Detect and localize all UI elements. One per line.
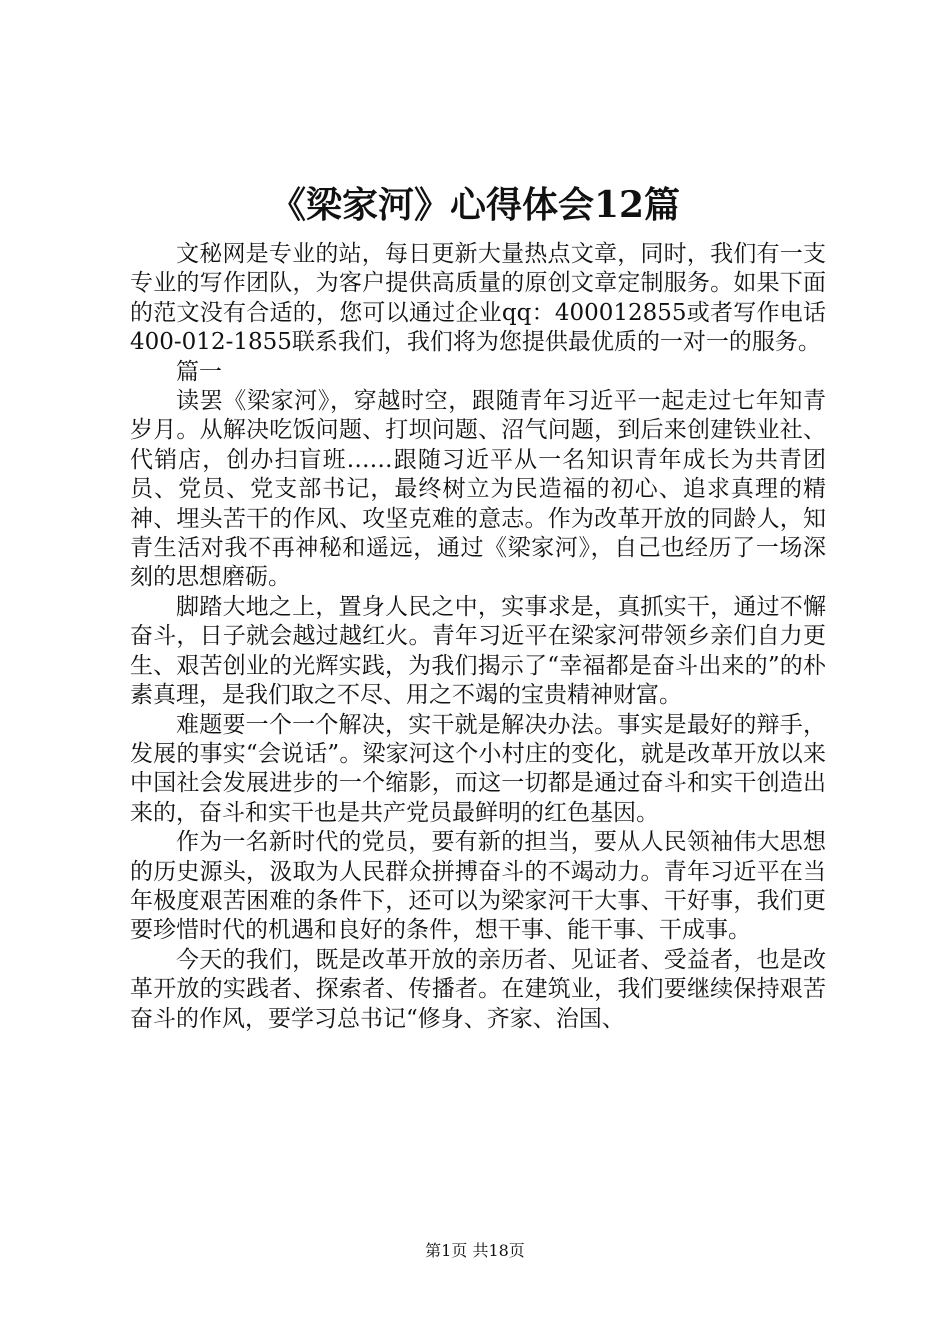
body-paragraph: 今天的我们，既是改革开放的亲历者、见证者、受益者，也是改革开放的实践者、探索者、传播者。在建筑业，我们要继续保持艰苦奋斗的作风，要学习总书记“修身、齐家、治国、 [130,946,826,1032]
body-paragraph: 脚踏大地之上，置身人民之中，实事求是，真抓实干，通过不懈奋斗，日子就会越过越红火。青年习近平在梁家河带领乡亲们自力更生、艰苦创业的光辉实践，为我们揭示了“幸福都是奋斗出来的”的朴素真理，是我们取之不尽、用之不竭的宝贵精神财富。 [130,593,826,709]
page-title: 《梁家河》心得体会12篇 [269,184,681,226]
body-paragraph: 难题要一个一个解决，实干就是解决办法。事实是最好的辩手，发展的事实“会说话”。梁家河这个小村庄的变化，就是改革开放以来中国社会发展进步的一个缩影，而这一切都是通过奋斗和实干创造出来的，奋斗和实干也是共产党员最鲜明的红色基因。 [130,711,826,826]
document-body [130,240,826,1034]
intro-paragraph: 文秘网是专业的站，每日更新大量热点文章，同时，我们有一支专业的写作团队，为客户提供高质量的原创文章定制服务。如果下面的范文没有合适的，您可以通过企业qq：400012855或者写作电话400-012-1855联系我们，我们将为您提供最优质的一对一的服务。 [130,241,826,356]
body-paragraph: 读罢《梁家河》，穿越时空，跟随青年习近平一起走过七年知青岁月。从解决吃饭问题、打坝问题、沼气问题，到后来创建铁业社、代销店，创办扫盲班……跟随习近平从一名知识青年成长为共青团员、党员、党支部书记，最终树立为民造福的初心、追求真理的精神、埋头苦干的作风、攻坚克难的意志。作为改革开放的同龄人，知青生活对我不再神秘和遥远，通过《梁家河》，自己也经历了一场深刻的思想磨砺。 [130,388,826,591]
section-heading: 篇一 [176,358,222,385]
body-paragraph: 作为一名新时代的党员，要有新的担当，要从人民领袖伟大思想的历史源头，汲取为人民群众拼搏奋斗的不竭动力。青年习近平在当年极度艰苦困难的条件下，还可以为梁家河干大事、干好事，我们更要珍惜时代的机遇和良好的条件，想干事、能干事、干成事。 [130,829,826,944]
page-footer: 第1页 共18页 [425,1241,525,1260]
